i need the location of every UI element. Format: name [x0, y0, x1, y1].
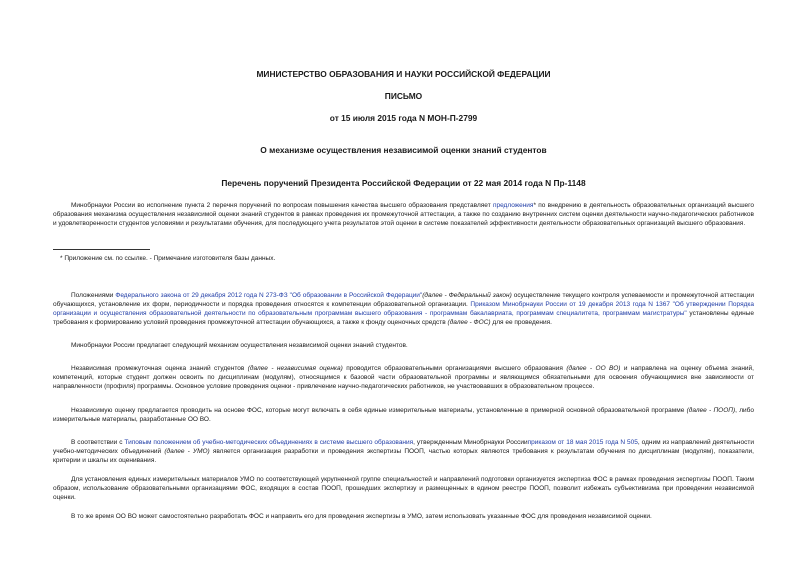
p2-text-3: установлены единые требования к формированию условий проведения промежуточной аттестации обучающихся, а также к фонду оценочных средств	[53, 310, 754, 327]
footnote: * Приложение см. по ссылке. - Примечание изготовителя базы данных.	[60, 255, 276, 262]
paragraph-5	[53, 406, 754, 424]
paragraph-6	[53, 438, 754, 465]
p3-text: Минобрнауки России предлагает следующий механизм осуществления независимой оценки знаний студентов.	[71, 342, 408, 349]
document-type: ПИСЬМО	[384, 91, 423, 101]
p7-text: Для установления единых измерительных материалов УМО по соответствующей укрупненной группе специальностей и направлений подготовки организуется экспертиза ФОС в рамках проведения экспертизы ПООП. Таким образом, использование образовательными организациями ФОС, входящих в состав ПООП, прошедших экспертизу и размещенных в едином реестре ПООП, позволит избежать субъективизма при проведении независимой оценки.	[53, 476, 754, 502]
p6-text-1: В соответствии с	[71, 439, 125, 446]
p1-text-1: Минобрнауки России во исполнение пункта 2 перечня поручений по вопросам повышения качества высшего образования представляет	[71, 202, 493, 209]
p5-italic-1: (далее - ПООП)	[686, 407, 736, 414]
p2-text-4: для ее проведения.	[490, 319, 552, 327]
paragraph-2	[53, 291, 754, 327]
p1-text-2: * по внедрению в деятельность образовательных организаций высшего образования механизма осуществления независимой оценки знаний студентов в рамках проведения их промежуточной аттестации, а также по созданию внутренних систем оценки деятельности научно-педагогических работников и удовлетворенности студентов условиями и результатами обучения, для последующего учета результатов этой оценки в системе показателей эффективности деятельности образовательных организаций высшего образования.	[53, 202, 755, 228]
federal-law-link[interactable]: Федерального закона от 29 декабря 2012 года N 273-ФЗ "Об образовании в Российской Федерации"	[115, 292, 423, 299]
p2-italic-1: (далее - Федеральный закон)	[422, 292, 512, 299]
p4-italic-1: (далее - независимая оценка)	[247, 365, 343, 372]
p6-text-4: является организация разработки и проведения экспертизы ПООП, частью которых являются требования к результатам обучения по дисциплинам (модулям), показатели, критерии и шкалы их оценивания.	[53, 448, 754, 465]
umo-regulation-link[interactable]: Типовым положением об учебно-методических объединениях в системе высшего образования	[124, 439, 414, 446]
document-subtitle: Перечень поручений Президента Российской Федерации от 22 мая 2014 года N Пр-1148	[221, 178, 586, 188]
p5-text-2: , либо измерительные материалы, разработанные ОО ВО.	[53, 407, 755, 424]
p2-text-2: осуществление текущего контроля успеваемости и промежуточной аттестации обучающихся, установление их форм, периодичности и порядка проведения относятся к компетенции образовательной организации.	[53, 292, 754, 309]
p4-text-3: и направлена на оценку объема знаний, компетенций, которые студент должен освоить по дисциплинам (модулям), относящимся к базовой части образовательной программы и являющимся обязательными для освоения обучающимися вне зависимости от направленности (профиля) программы. Основное условие проведения оценки - привлечение научно-педагогических работников, не участвовавших в образовательном процессе.	[53, 365, 754, 391]
p2-italic-2: (далее - ФОС)	[447, 319, 491, 327]
footnote-divider	[53, 249, 150, 250]
paragraph-1	[53, 201, 754, 228]
ministry-heading: МИНИСТЕРСТВО ОБРАЗОВАНИЯ И НАУКИ РОССИЙСКОЙ ФЕДЕРАЦИИ	[256, 69, 551, 79]
p4-text-2: проводится образовательными организациями высшего образования	[342, 365, 567, 372]
document-date-number: от 15 июля 2015 года N МОН-П-2799	[329, 113, 478, 123]
p2-text-1: Положениями	[71, 292, 116, 299]
p6-text-2: , утвержденным Минобрнауки России	[413, 439, 528, 446]
paragraph-3	[53, 341, 754, 350]
paragraph-4	[53, 364, 754, 391]
p6-italic-1: (далее - УМО)	[164, 448, 210, 456]
p4-italic-2: (далее - ОО ВО)	[566, 365, 621, 372]
p4-text-1: Независимая промежуточная оценка знаний студентов	[71, 365, 248, 372]
document-title: О механизме осуществления независимой оценки знаний студентов	[260, 145, 547, 155]
order-1367-link[interactable]: Приказом Минобрнауки России от 19 декабря 2013 года N 1367 "Об утверждении Порядка организации и осуществления образовательной деятельности по образовательным программам высшего образования - программам бакалавриата, программам специалитета, программам магистратуры"	[53, 301, 755, 318]
paragraph-8	[53, 512, 754, 521]
paragraph-7	[53, 475, 754, 502]
p6-text-3: , одним из направлений деятельности учебно-методических объединений	[53, 439, 754, 456]
proposals-link[interactable]: предложения	[492, 202, 534, 209]
order-505-link[interactable]: приказом от 18 мая 2015 года N 505	[527, 439, 638, 446]
p8-text: В то же время ОО ВО может самостоятельно разработать ФОС и направить его для проведения экспертизы в УМО, затем использовать указанные ФОС для проведения независимой оценки.	[71, 513, 652, 520]
p5-text-1: Независимую оценку предлагается проводить на основе ФОС, которые могут включать в себя единые измерительные материалы, установленные в примерной основной образовательной программе	[71, 407, 687, 414]
